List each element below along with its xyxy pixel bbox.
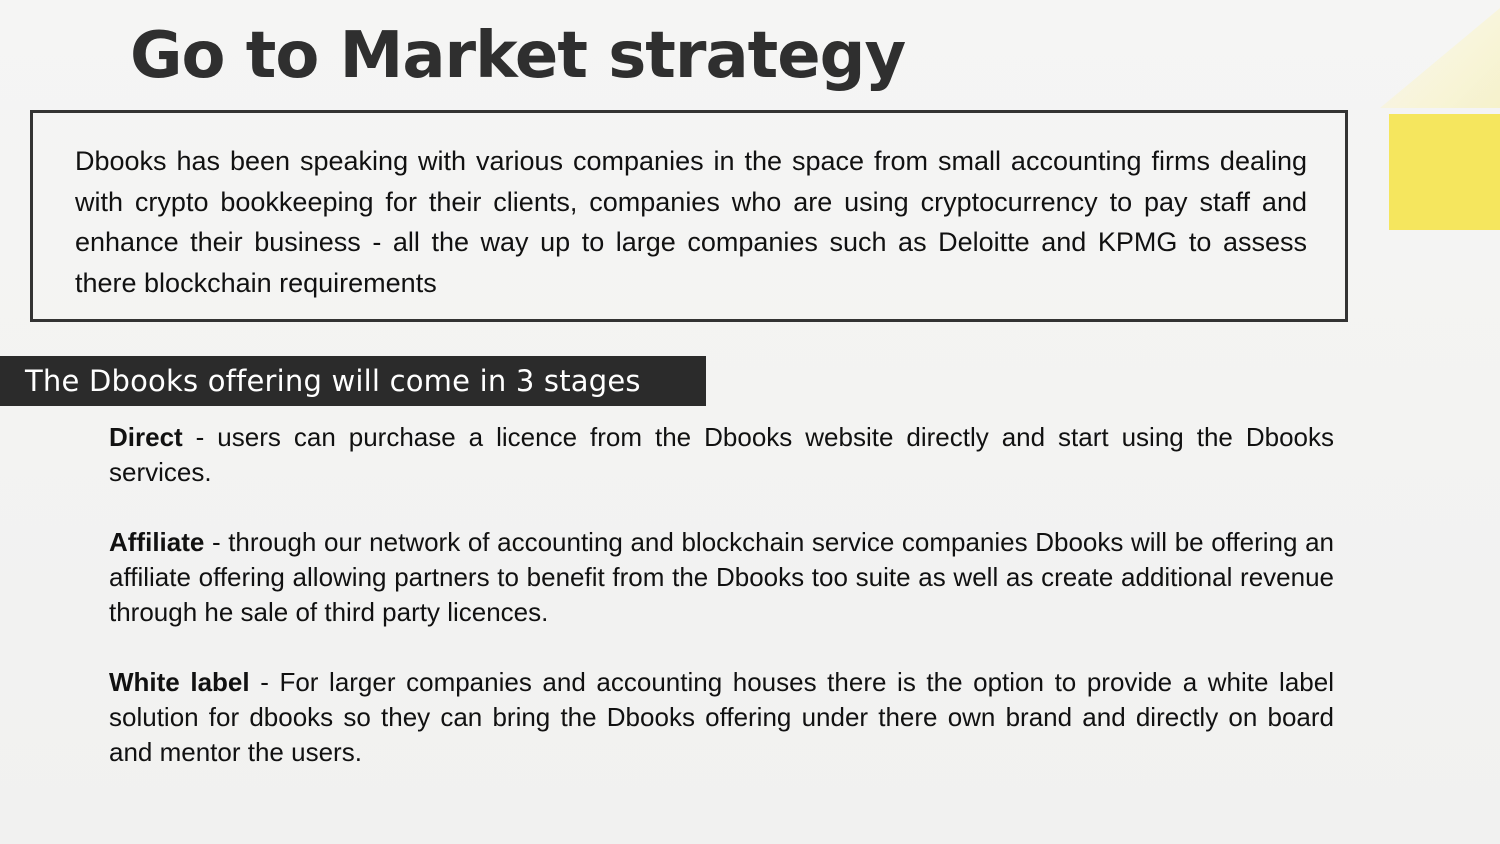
stage-description: - For larger companies and accounting houses there is the option to provide a white label solution for dbooks so they can bring the Dbooks offering under there own brand and directly on board and mentor the users. — [109, 667, 1334, 767]
stage-affiliate — [109, 525, 1334, 630]
intro-box — [30, 110, 1348, 322]
yellow-accent-block — [1389, 114, 1500, 230]
stage-direct — [109, 420, 1334, 490]
stage-description: - users can purchase a licence from the Dbooks website directly and start using the Dbooks services. — [109, 422, 1334, 487]
slide-title: Go to Market strategy — [130, 19, 906, 93]
stages-banner — [0, 356, 706, 406]
decorative-shape — [1380, 8, 1500, 108]
stages-list — [109, 420, 1334, 805]
stage-white-label — [109, 665, 1334, 770]
stage-description: - through our network of accounting and blockchain service companies Dbooks will be offering an affiliate offering allowing partners to benefit from the Dbooks too suite as well as create additional revenue through he sale of third party licences. — [109, 527, 1334, 627]
stages-heading: The Dbooks offering will come in 3 stages — [25, 364, 641, 398]
intro-text: Dbooks has been speaking with various companies in the space from small accounting firms dealing with crypto bookkeeping for their clients, companies who are using cryptocurrency to pay staff and enhance their business - all the way up to large companies such as Deloitte and KPMG to assess there blockchain requirements — [75, 146, 1307, 298]
stage-name: White label — [109, 667, 250, 697]
stage-name: Direct — [109, 422, 183, 452]
stage-name: Affiliate — [109, 527, 205, 557]
